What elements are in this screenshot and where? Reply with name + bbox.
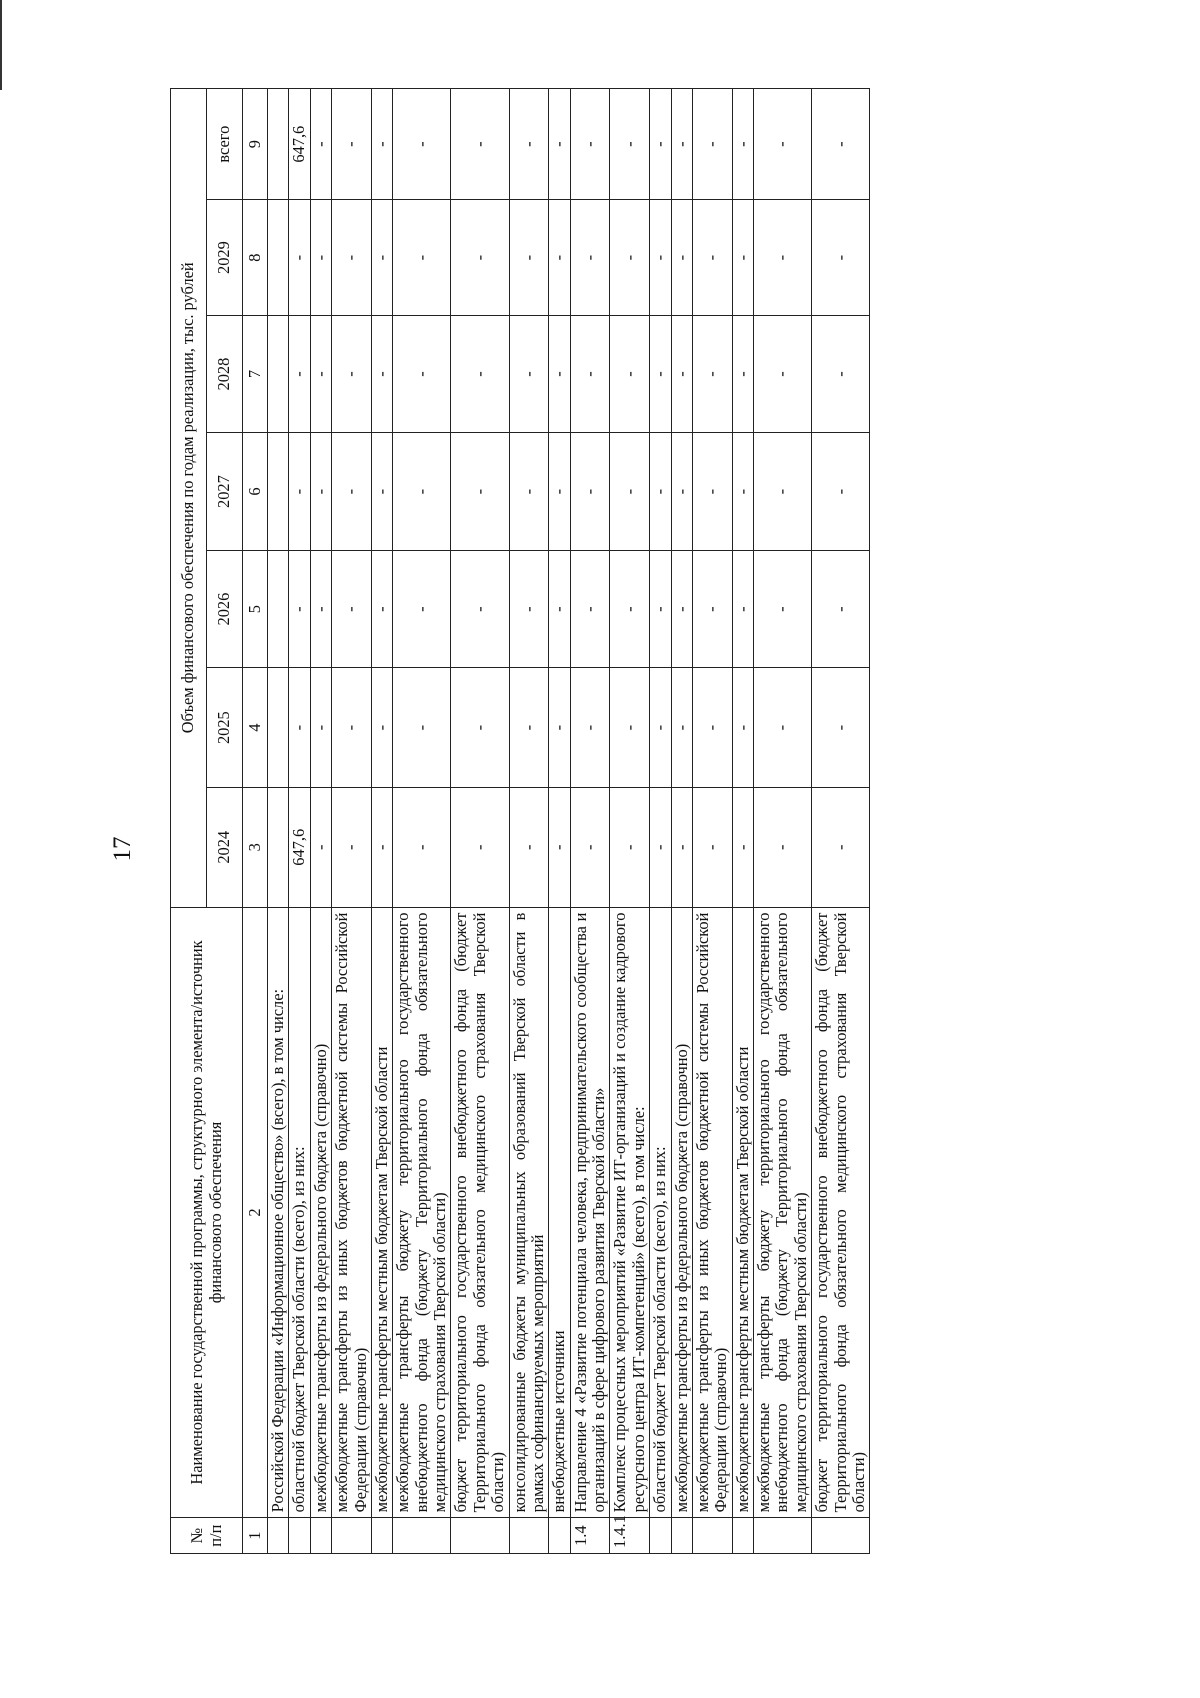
row-year-value: -: [754, 315, 812, 433]
row-year-value: -: [451, 787, 509, 907]
row-year-value: -: [570, 433, 610, 551]
header-name: Наименование государственной программы, структурного элемента/источник финансового обеспечения: [171, 907, 243, 1518]
header-volume: Объем финансового обеспечения по годам реализации, тыс. рублей: [171, 89, 207, 908]
row-year-value: -: [610, 668, 650, 788]
row-total-value: -: [570, 89, 610, 200]
row-year-value: -: [509, 550, 549, 668]
row-number: [549, 1518, 570, 1554]
column-number: 4: [243, 668, 268, 788]
row-year-value: -: [371, 787, 392, 907]
row-year-value: -: [650, 315, 671, 433]
row-number: [268, 1518, 289, 1554]
row-year-value: -: [812, 315, 870, 433]
row-year-value: -: [310, 787, 331, 907]
table-row: [812, 89, 870, 1554]
header-year: 2024: [207, 787, 243, 907]
row-number: 1.4: [570, 1518, 610, 1554]
row-number: [310, 1518, 331, 1554]
row-year-value: -: [289, 550, 310, 668]
row-name: межбюджетные трансферты бюджету территориального государственного внебюджетного фонда (бюджету Территориального фонда обязательного медицинского страхования Тверской области): [754, 907, 812, 1518]
row-year-value: -: [732, 200, 753, 315]
row-year-value: -: [332, 433, 372, 551]
row-year-value: -: [754, 433, 812, 551]
row-year-value: -: [509, 668, 549, 788]
header-year: 2026: [207, 550, 243, 668]
row-year-value: -: [332, 315, 372, 433]
row-number: [371, 1518, 392, 1554]
row-year-value: [268, 315, 289, 433]
row-year-value: -: [671, 668, 692, 788]
row-name: Комплекс процессных мероприятий «Развитие ИТ-организаций и создание кадрового ресурсного центра ИТ-компетенций» (всего), в том числе:: [610, 907, 650, 1518]
row-year-value: -: [509, 433, 549, 551]
row-year-value: -: [812, 787, 870, 907]
row-total-value: [268, 89, 289, 200]
row-year-value: -: [451, 550, 509, 668]
row-year-value: -: [570, 787, 610, 907]
table-row: [754, 89, 812, 1554]
row-year-value: -: [732, 433, 753, 551]
row-year-value: -: [610, 787, 650, 907]
table-row: [549, 89, 570, 1554]
row-name: областной бюджет Тверской области (всего), из них:: [289, 907, 310, 1518]
row-year-value: [268, 787, 289, 907]
row-name: межбюджетные трансферты местным бюджетам Тверской области: [371, 907, 392, 1518]
row-total-value: -: [692, 89, 732, 200]
row-total-value: -: [732, 89, 753, 200]
row-number: [451, 1518, 509, 1554]
table-row: [332, 89, 372, 1554]
row-number: 1.4.1: [610, 1518, 650, 1554]
row-year-value: -: [371, 668, 392, 788]
row-year-value: -: [549, 200, 570, 315]
row-total-value: -: [509, 89, 549, 200]
row-year-value: -: [671, 787, 692, 907]
row-year-value: -: [812, 550, 870, 668]
row-year-value: -: [671, 315, 692, 433]
row-year-value: -: [371, 200, 392, 315]
row-year-value: -: [732, 315, 753, 433]
table-row: [268, 89, 289, 1554]
row-year-value: -: [732, 550, 753, 668]
row-year-value: [268, 433, 289, 551]
row-total-value: -: [393, 89, 451, 200]
row-name: межбюджетные трансферты из федерального бюджета (справочно): [310, 907, 331, 1518]
row-year-value: -: [393, 200, 451, 315]
row-year-value: -: [692, 200, 732, 315]
row-year-value: -: [549, 433, 570, 551]
row-year-value: -: [310, 200, 331, 315]
row-year-value: -: [451, 200, 509, 315]
row-number: [332, 1518, 372, 1554]
row-year-value: -: [650, 787, 671, 907]
row-name: межбюджетные трансферты из иных бюджетов бюджетной системы Российской Федерации (справочно): [692, 907, 732, 1518]
column-number: 9: [243, 89, 268, 200]
row-total-value: -: [310, 89, 331, 200]
row-number: [692, 1518, 732, 1554]
header-year: 2027: [207, 433, 243, 551]
row-year-value: -: [289, 315, 310, 433]
row-year-value: -: [549, 315, 570, 433]
row-year-value: [268, 200, 289, 315]
row-year-value: -: [549, 787, 570, 907]
row-year-value: -: [371, 315, 392, 433]
row-year-value: -: [310, 315, 331, 433]
row-total-value: -: [451, 89, 509, 200]
row-year-value: -: [332, 668, 372, 788]
table-row: [393, 89, 451, 1554]
row-year-value: -: [812, 433, 870, 551]
table-row: [610, 89, 650, 1554]
row-year-value: -: [671, 550, 692, 668]
column-number: 3: [243, 787, 268, 907]
row-year-value: -: [754, 550, 812, 668]
header-year: 2025: [207, 668, 243, 788]
row-year-value: -: [692, 668, 732, 788]
row-year-value: -: [732, 787, 753, 907]
row-year-value: -: [610, 433, 650, 551]
row-name: бюджет территориального государственного внебюджетного фонда (бюджет Территориального фонда обязательного медицинского страхования Тверской области): [451, 907, 509, 1518]
row-year-value: -: [371, 433, 392, 551]
row-number: [650, 1518, 671, 1554]
row-name: Российской Федерации «Информационное общество» (всего), в том числе:: [268, 907, 289, 1518]
row-name: бюджет территориального государственного внебюджетного фонда (бюджет Территориального фонда обязательного медицинского страхования Тверской области): [812, 907, 870, 1518]
table-row: [371, 89, 392, 1554]
row-total-value: -: [754, 89, 812, 200]
row-year-value: -: [393, 315, 451, 433]
row-year-value: -: [812, 668, 870, 788]
row-total-value: 647,6: [289, 89, 310, 200]
row-number: [732, 1518, 753, 1554]
row-year-value: -: [570, 668, 610, 788]
row-year-value: -: [692, 433, 732, 551]
table-row: [692, 89, 732, 1554]
column-number: 1: [243, 1518, 268, 1554]
row-year-value: -: [692, 787, 732, 907]
row-year-value: -: [310, 550, 331, 668]
row-total-value: -: [812, 89, 870, 200]
row-total-value: -: [332, 89, 372, 200]
row-year-value: -: [289, 200, 310, 315]
row-year-value: -: [393, 668, 451, 788]
rotated-table-container: [170, 88, 1200, 1554]
row-year-value: -: [451, 433, 509, 551]
row-year-value: -: [310, 668, 331, 788]
row-year-value: -: [509, 787, 549, 907]
row-name: межбюджетные трансферты бюджету территориального государственного внебюджетного фонда (бюджету Территориального фонда обязательного медицинского страхования Тверской области): [393, 907, 451, 1518]
row-year-value: -: [393, 433, 451, 551]
row-year-value: -: [812, 200, 870, 315]
scan-edge-mark: [0, 0, 2, 90]
header-year: 2029: [207, 200, 243, 315]
row-year-value: -: [650, 433, 671, 551]
row-name: межбюджетные трансферты из иных бюджетов бюджетной системы Российской Федерации (справочно): [332, 907, 372, 1518]
row-year-value: -: [393, 550, 451, 668]
row-year-value: -: [570, 315, 610, 433]
row-year-value: -: [610, 550, 650, 668]
column-number: 8: [243, 200, 268, 315]
table-row: [570, 89, 610, 1554]
row-year-value: -: [650, 200, 671, 315]
row-number: [393, 1518, 451, 1554]
table-row: [671, 89, 692, 1554]
row-year-value: -: [549, 550, 570, 668]
row-year-value: -: [509, 315, 549, 433]
row-year-value: -: [289, 433, 310, 551]
row-number: [509, 1518, 549, 1554]
row-year-value: -: [570, 550, 610, 668]
table-row: [650, 89, 671, 1554]
row-name: Направление 4 «Развитие потенциала человека, предпринимательского сообщества и организаций в сфере цифрового развития Тверской области»: [570, 907, 610, 1518]
row-name: внебюджетные источники: [549, 907, 570, 1518]
column-number: 2: [243, 907, 268, 1518]
row-name: межбюджетные трансферты из федерального бюджета (справочно): [671, 907, 692, 1518]
row-year-value: -: [393, 787, 451, 907]
row-year-value: -: [754, 200, 812, 315]
row-year-value: -: [754, 787, 812, 907]
row-total-value: -: [650, 89, 671, 200]
row-total-value: -: [371, 89, 392, 200]
column-number: 5: [243, 550, 268, 668]
row-name: межбюджетные трансферты местным бюджетам Тверской области: [732, 907, 753, 1518]
row-year-value: -: [451, 668, 509, 788]
header-total: всего: [207, 89, 243, 200]
row-number: [289, 1518, 310, 1554]
row-year-value: -: [671, 200, 692, 315]
row-number: [812, 1518, 870, 1554]
page-number: 17: [109, 836, 136, 862]
row-year-value: [268, 668, 289, 788]
header-number: № п/п: [171, 1518, 243, 1554]
column-number: 7: [243, 315, 268, 433]
funding-table: [170, 88, 870, 1554]
row-year-value: -: [671, 433, 692, 551]
header-year: 2028: [207, 315, 243, 433]
row-year-value: -: [289, 668, 310, 788]
row-total-value: -: [610, 89, 650, 200]
row-year-value: -: [451, 315, 509, 433]
column-number: 6: [243, 433, 268, 551]
row-year-value: -: [692, 315, 732, 433]
row-total-value: -: [671, 89, 692, 200]
row-year-value: -: [610, 200, 650, 315]
row-number: [754, 1518, 812, 1554]
row-name: консолидированные бюджеты муниципальных образований Тверской области в рамках софинансируемых мероприятий: [509, 907, 549, 1518]
row-year-value: -: [310, 433, 331, 551]
table-row: [289, 89, 310, 1554]
table-row: [509, 89, 549, 1554]
column-number-row: [243, 89, 268, 1554]
row-year-value: -: [650, 668, 671, 788]
row-year-value: -: [509, 200, 549, 315]
row-number: [671, 1518, 692, 1554]
row-total-value: -: [549, 89, 570, 200]
row-year-value: 647,6: [289, 787, 310, 907]
table-row: [451, 89, 509, 1554]
row-year-value: -: [610, 315, 650, 433]
table-row: [310, 89, 331, 1554]
table-row: [732, 89, 753, 1554]
row-year-value: -: [371, 550, 392, 668]
row-year-value: -: [650, 550, 671, 668]
row-year-value: [268, 550, 289, 668]
row-year-value: -: [549, 668, 570, 788]
row-year-value: -: [332, 550, 372, 668]
row-year-value: -: [692, 550, 732, 668]
row-name: областной бюджет Тверской области (всего), из них:: [650, 907, 671, 1518]
row-year-value: -: [570, 200, 610, 315]
row-year-value: -: [732, 668, 753, 788]
row-year-value: -: [332, 200, 372, 315]
row-year-value: -: [332, 787, 372, 907]
row-year-value: -: [754, 668, 812, 788]
